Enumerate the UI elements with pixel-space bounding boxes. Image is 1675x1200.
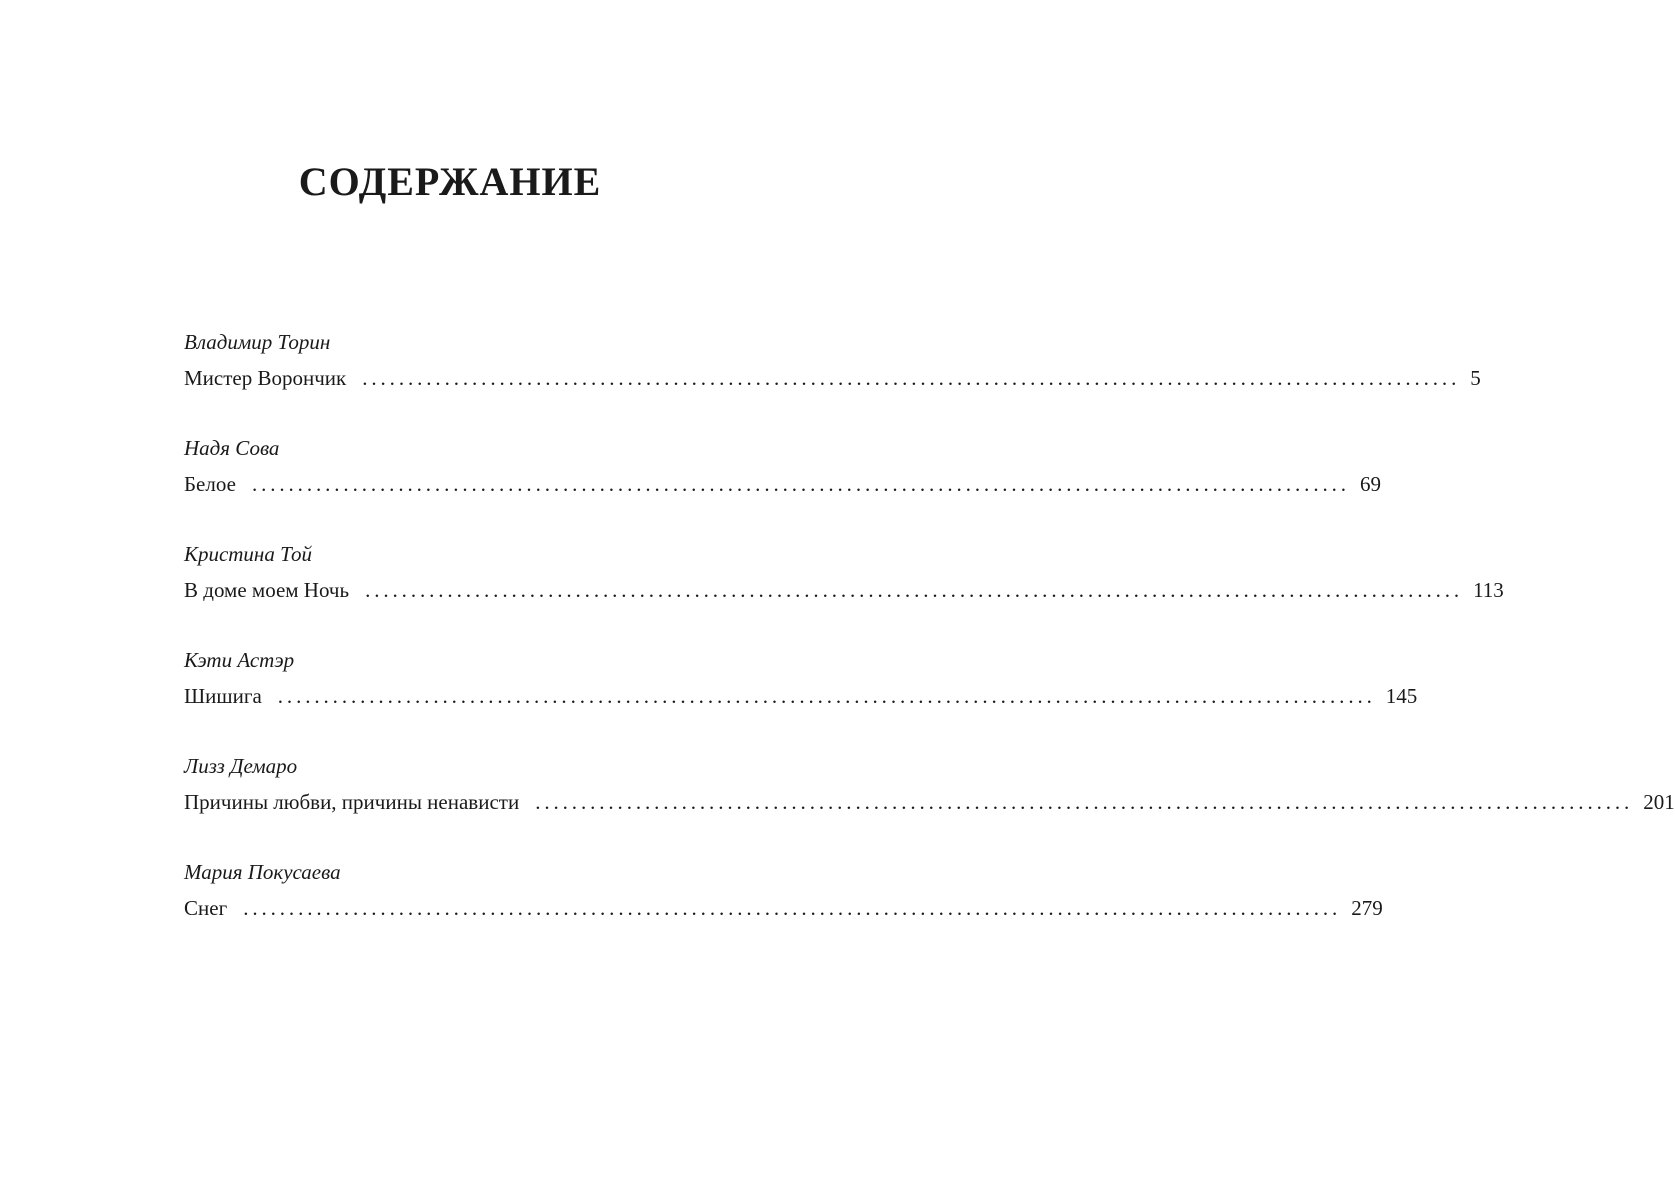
toc-author: Кэти Астэр bbox=[184, 648, 295, 672]
dot-leader: ........................................................................................................................ bbox=[243, 896, 1342, 920]
toc-line bbox=[184, 471, 1381, 497]
page-title: СОДЕРЖАНИЕ bbox=[298, 159, 602, 204]
toc-entry bbox=[184, 329, 1481, 435]
toc-author: Мария Покусаева bbox=[184, 860, 341, 884]
toc-page-number: 5 bbox=[1470, 366, 1481, 390]
toc-author: Надя Сова bbox=[184, 436, 280, 460]
toc-page-number: 145 bbox=[1385, 684, 1418, 708]
toc-title: Снег bbox=[184, 896, 228, 920]
toc-entry bbox=[184, 541, 1504, 647]
toc-entry bbox=[184, 753, 1675, 859]
toc-entry bbox=[184, 647, 1418, 753]
toc-line bbox=[184, 789, 1675, 815]
toc-entry bbox=[184, 435, 1381, 541]
toc-author: Кристина Той bbox=[184, 542, 313, 566]
toc-title: В доме моем Ночь bbox=[184, 578, 350, 602]
toc-title: Мистер Ворончик bbox=[184, 366, 347, 390]
dot-leader: ........................................................................................................................ bbox=[535, 790, 1634, 814]
toc-entry bbox=[184, 859, 1383, 965]
toc-line bbox=[184, 577, 1504, 603]
toc-title: Причины любви, причины ненависти bbox=[184, 790, 520, 814]
toc-author: Владимир Торин bbox=[184, 330, 331, 354]
toc-page-number: 201 bbox=[1643, 790, 1675, 814]
toc-author: Лизз Демаро bbox=[184, 754, 298, 778]
toc-page-number: 113 bbox=[1473, 578, 1504, 602]
table-of-contents bbox=[184, 329, 1675, 965]
toc-page-number: 69 bbox=[1359, 472, 1381, 496]
toc-title: Белое bbox=[184, 472, 236, 496]
dot-leader: ........................................................................................................................ bbox=[277, 684, 1376, 708]
toc-page-number: 279 bbox=[1351, 896, 1383, 920]
toc-line bbox=[184, 895, 1383, 921]
toc-line bbox=[184, 365, 1481, 391]
dot-leader: ........................................................................................................................ bbox=[251, 472, 1350, 496]
dot-leader: ........................................................................................................................ bbox=[362, 366, 1461, 390]
toc-line bbox=[184, 683, 1418, 709]
toc-title: Шишига bbox=[184, 684, 262, 708]
dot-leader: ........................................................................................................................ bbox=[365, 578, 1464, 602]
